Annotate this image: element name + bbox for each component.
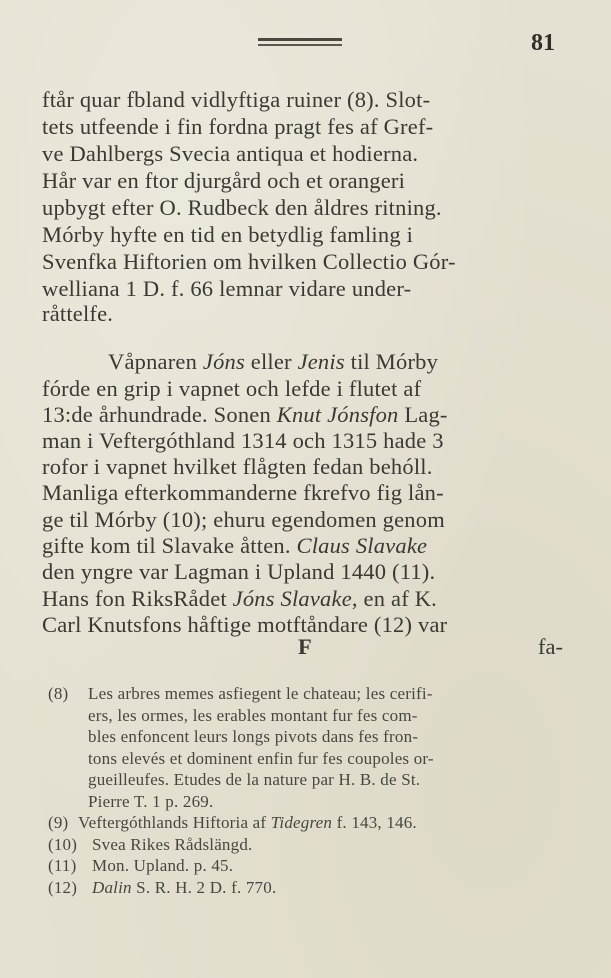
text-span: den yngre var Lagman i Upland 1440 (11).	[42, 559, 436, 584]
text-span: f. 143, 146.	[332, 813, 417, 832]
text-span: gifte kom til Slavake åtten.	[42, 533, 297, 558]
footnote-mark: (10)	[48, 834, 78, 854]
text-line	[42, 507, 445, 533]
text-line	[108, 349, 438, 375]
text-span: Mon. Upland. p. 45.	[92, 856, 234, 875]
footnote-line	[92, 835, 253, 855]
text-span: S. R. H. 2 D. f. 770.	[131, 877, 277, 897]
text-line	[42, 402, 448, 428]
text-line: råttelfe.	[42, 301, 114, 326]
text-span: Våpnaren	[108, 349, 203, 374]
text-line: ve Dahlbergs Svecia antiqua et hodierna.	[42, 141, 419, 166]
page-number: 81	[531, 30, 555, 56]
text-line: tets utfeende i fin fordna pragt fes af Gref-	[42, 114, 434, 139]
text-line: welliana 1 D. f. 66 lemnar vidare under-	[42, 276, 412, 301]
italic-name: Knut Jónsfon	[276, 402, 399, 427]
text-span: rofor i vapnet hvilket flågten fedan behóll.	[42, 454, 433, 479]
signature-mark: F	[298, 634, 312, 659]
footnote-mark: (12)	[48, 877, 78, 897]
italic-name: Jóns	[202, 349, 245, 374]
catchword: fa-	[538, 634, 563, 659]
text-line	[42, 559, 435, 585]
italic-author: Tidegren	[270, 813, 333, 832]
text-span: , en af K.	[351, 586, 437, 611]
footnote-mark: (8)	[48, 684, 69, 703]
footnote-line: bles enfoncent leurs longs pivots dans fes fron-	[88, 727, 419, 746]
text-span: Svea Rikes Rådslängd.	[92, 834, 253, 854]
italic-name: Jenis	[297, 349, 345, 374]
footnote-mark: (9)	[48, 813, 69, 832]
text-line	[42, 428, 444, 454]
text-span: fórde en grip i vapnet och lefde i flutet af	[42, 376, 422, 401]
footnote-line: tons elevés et dominent enfin fur fes coupoles or-	[88, 748, 434, 768]
footnote-line: gueilleufes. Etudes de la nature par H. B. de St.	[88, 770, 421, 789]
text-span: Hans fon RiksRådet	[42, 586, 233, 611]
text-span: Manliga efterkommanderne fkrefvo fig lån-	[42, 480, 444, 505]
italic-name: Jóns Slavake	[232, 586, 352, 611]
text-span: til Mórby	[344, 349, 439, 374]
text-span: eller	[244, 349, 298, 374]
footnote-mark: (11)	[48, 856, 77, 875]
footnote-line: Pierre T. 1 p. 269.	[88, 791, 214, 811]
text-span: Veftergóthlands Hiftoria af	[78, 813, 271, 832]
text-line: ftår quar fbland vidlyftiga ruiner (8). Slot-	[42, 87, 431, 112]
text-line: Svenfka Hiftorien om hvilken Collectio Gór-	[42, 249, 456, 274]
text-span: man i Veftergóthland 1314 och 1315 hade 3	[42, 428, 444, 453]
text-line	[42, 586, 437, 612]
footnote-line	[78, 813, 417, 833]
italic-name: Claus Slavake	[296, 533, 428, 558]
footnote-line	[92, 878, 276, 898]
text-line: Hår var en ftor djurgård och et orangeri	[42, 168, 406, 193]
text-span: ge til Mórby (10); ehuru egendomen genom	[42, 507, 445, 532]
header-ornament-rule	[258, 38, 342, 47]
text-line	[42, 612, 447, 638]
italic-author: Dalin	[92, 877, 132, 897]
text-line	[42, 480, 444, 506]
footnote-line	[92, 856, 233, 876]
text-line: Mórby hyfte en tid en betydlig famling i	[42, 222, 414, 247]
text-span: Lag-	[398, 402, 448, 427]
footnote-line: Les arbres memes asfiegent le chateau; les cerifi-	[88, 684, 433, 703]
text-line	[42, 454, 433, 480]
footnote-line: ers, les ormes, les erables montant fur fes com-	[88, 705, 418, 725]
text-span: 13:de århundrade. Sonen	[42, 402, 277, 427]
text-span: Carl Knutsfons håftige motftåndare (12) var	[42, 612, 448, 637]
text-line	[42, 533, 427, 559]
text-line: upbygt efter O. Rudbeck den åldres ritning.	[42, 195, 442, 220]
text-line	[42, 376, 421, 402]
